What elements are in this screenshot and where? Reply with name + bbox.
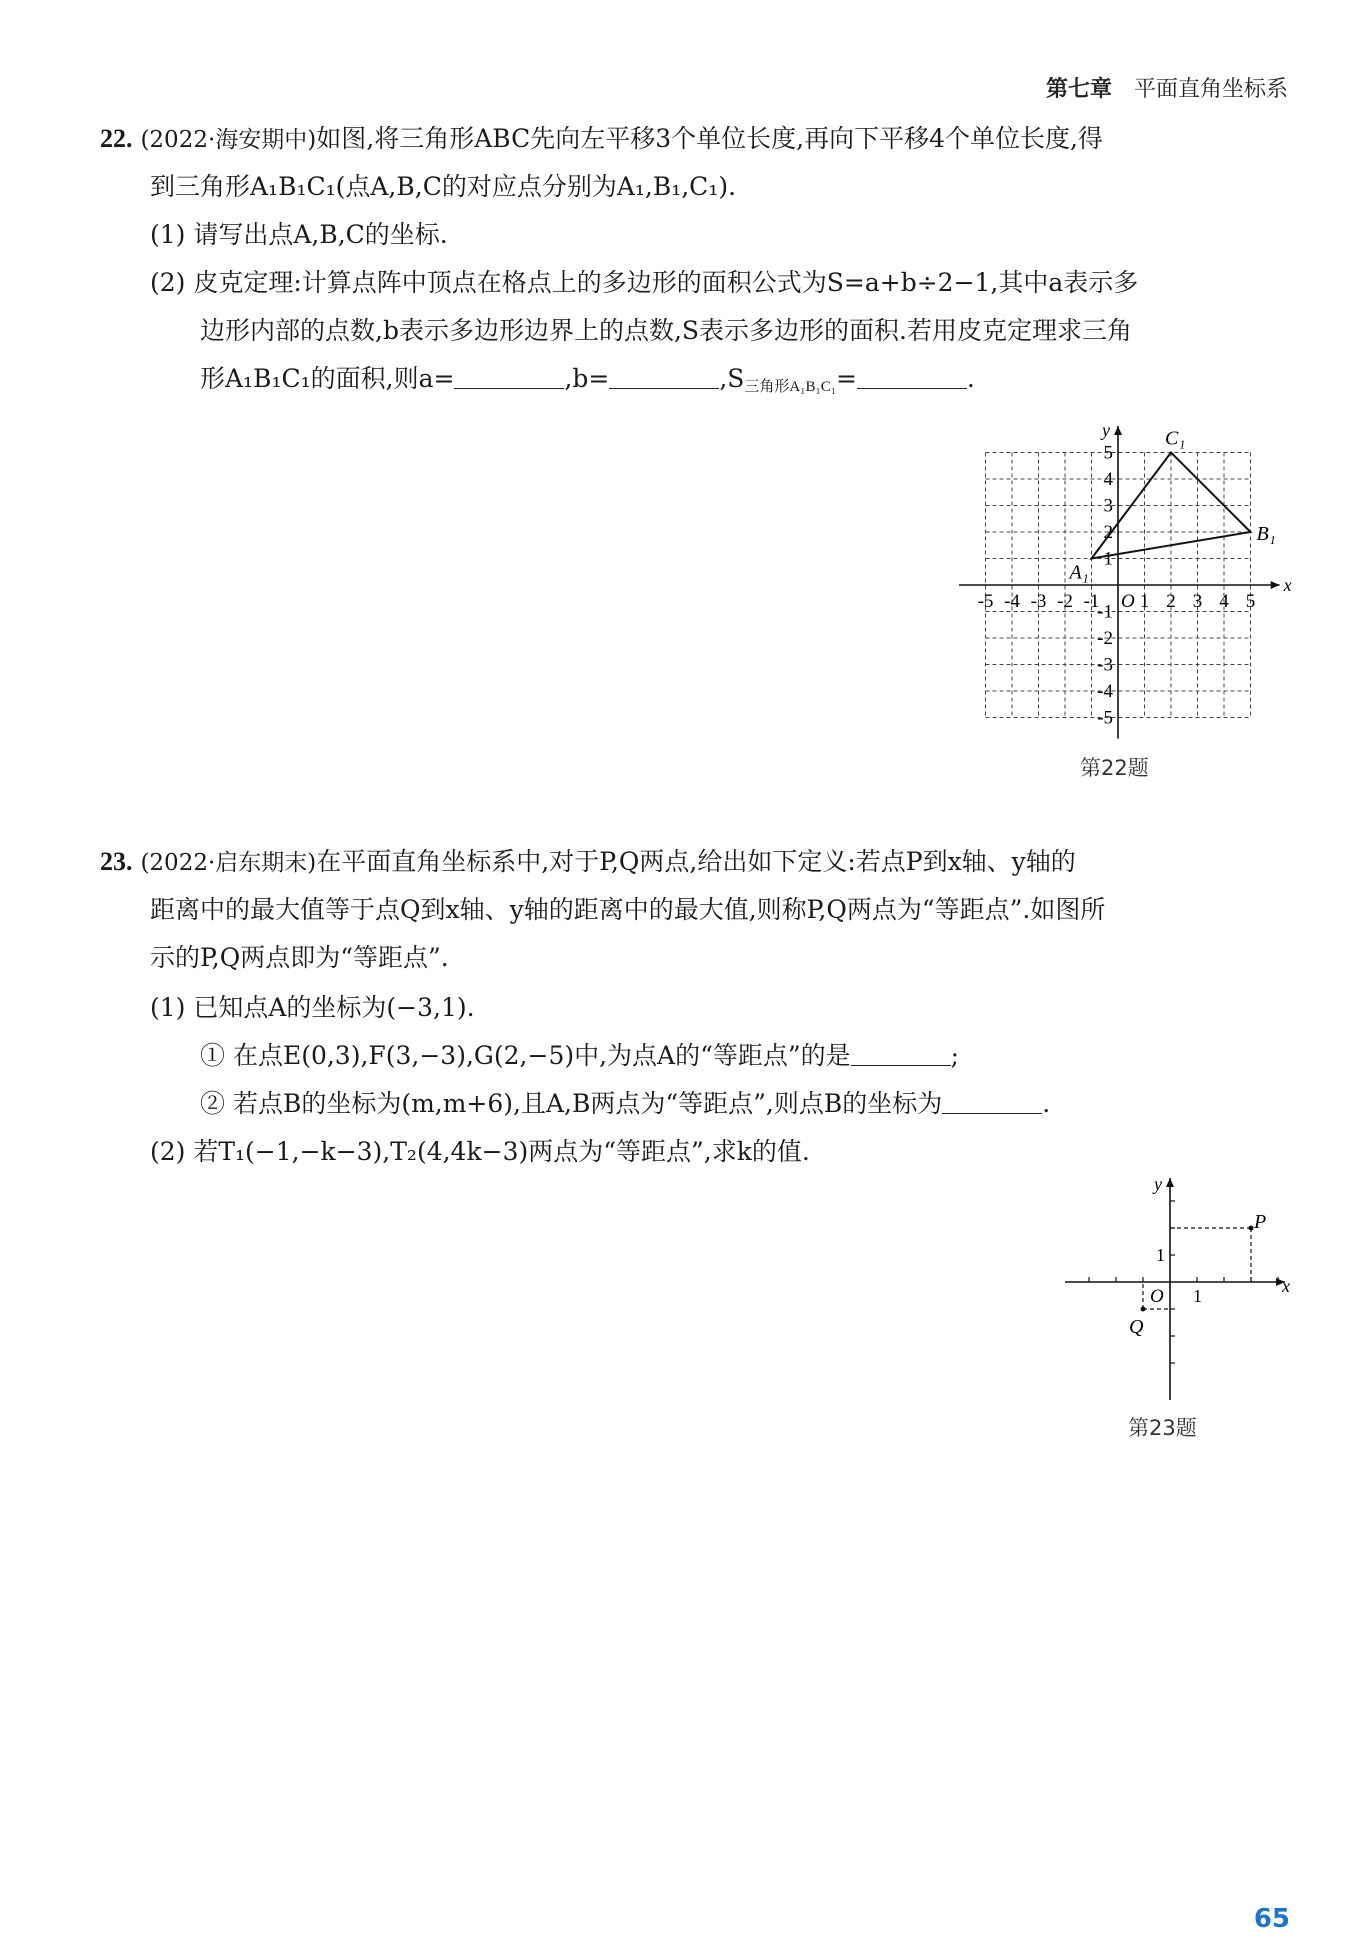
answer-blank-equidistant[interactable] bbox=[851, 1039, 951, 1066]
q23-stem-1: 在平面直角坐标系中,对于P,Q两点,给出如下定义:若点P到x轴、y轴的 bbox=[316, 847, 1076, 876]
answer-blank-point-b[interactable] bbox=[942, 1087, 1042, 1114]
y-tick-label: -2 bbox=[1097, 628, 1113, 649]
vertex-label: A₁ bbox=[1069, 561, 1089, 584]
x-axis-label: x bbox=[1283, 575, 1292, 595]
point-marks bbox=[1129, 1174, 1290, 1338]
q22-part1: (1) 请写出点A,B,C的坐标. bbox=[150, 220, 448, 249]
q23-sub1 bbox=[200, 1032, 959, 1079]
q22-b-text: ,b= bbox=[564, 364, 610, 393]
chapter-title: 平面直角坐标系 bbox=[1133, 77, 1288, 102]
origin-label: O bbox=[1150, 1286, 1164, 1307]
y-tick-label: 4 bbox=[1103, 469, 1113, 490]
y-tick-label: 1 bbox=[1103, 548, 1113, 570]
answer-blank-b[interactable] bbox=[609, 362, 719, 389]
running-header bbox=[1046, 72, 1288, 103]
answer-blank-s[interactable] bbox=[857, 362, 967, 389]
q22-s-subscript: 三角形A₁B₁C₁ bbox=[744, 379, 836, 395]
y-axis-arrow bbox=[1166, 1178, 1174, 1187]
q22-a-text: 形A₁B₁C₁的面积,则a= bbox=[200, 364, 455, 393]
x-axis-arrow bbox=[1271, 581, 1280, 589]
q23-sub1-text: ① 在点E(0,3),F(3,−3),G(2,−5)中,为点A的“等距点”的是 bbox=[200, 1041, 851, 1070]
q23-number: 23. bbox=[100, 847, 133, 876]
q22-period: . bbox=[966, 364, 975, 393]
q22-line1 bbox=[100, 115, 1103, 164]
y-axis-arrow bbox=[1114, 426, 1122, 435]
x-tick-label: 4 bbox=[1219, 591, 1229, 612]
q22-eq-text: = bbox=[835, 364, 857, 393]
q22-s-text: ,S bbox=[719, 364, 745, 393]
q22-number: 22. bbox=[100, 124, 133, 153]
y-tick-label: -5 bbox=[1097, 707, 1113, 729]
y-tick-label: 1 bbox=[1156, 1245, 1165, 1265]
y-tick-label: -4 bbox=[1097, 681, 1113, 702]
x-tick-label: -1 bbox=[1083, 591, 1100, 612]
tick-labels bbox=[978, 420, 1292, 729]
y-axis-label: y bbox=[1102, 420, 1110, 440]
axes bbox=[959, 426, 1280, 739]
x-tick-label: -4 bbox=[1004, 591, 1020, 612]
q23-part1: (1) 已知点A的坐标为(−3,1). bbox=[150, 993, 475, 1022]
figure-22-coordinate-grid bbox=[950, 405, 1300, 750]
q23-part2: (2) 若T₁(−1,−k−3),T₂(4,4k−3)两点为“等距点”,求k的值. bbox=[150, 1137, 810, 1166]
x-tick-label: -3 bbox=[1030, 591, 1047, 612]
figure-22-caption: 第22题 bbox=[1080, 756, 1149, 780]
origin-label: O bbox=[1121, 591, 1135, 612]
q23-sub2 bbox=[200, 1080, 1050, 1127]
x-tick-label: 1 bbox=[1139, 591, 1150, 612]
x-tick-label: 3 bbox=[1192, 591, 1203, 612]
q23-line1 bbox=[100, 838, 1076, 887]
point-dot bbox=[1249, 1226, 1254, 1231]
y-tick-label: -1 bbox=[1097, 601, 1113, 623]
q23-sub1-end: ; bbox=[950, 1041, 960, 1070]
figure-23-caption: 第23题 bbox=[1128, 1416, 1197, 1440]
y-tick-label: 2 bbox=[1103, 522, 1113, 543]
x-tick-label: 1 bbox=[1193, 1286, 1202, 1306]
chapter-label: 第七章 bbox=[1045, 77, 1112, 102]
vertex-label: B₁ bbox=[1256, 523, 1276, 545]
y-tick-label: 3 bbox=[1103, 495, 1113, 517]
y-tick-label: -3 bbox=[1097, 654, 1113, 676]
q22-stem-1: 如图,将三角形ABC先向左平移3个单位长度,再向下平移4个单位长度,得 bbox=[316, 124, 1103, 153]
q23-source: (2022·启东期末) bbox=[140, 850, 317, 876]
x-tick-label: 5 bbox=[1245, 591, 1256, 612]
vertex-label: C₁ bbox=[1165, 427, 1186, 450]
x-axis-label: x bbox=[1282, 1276, 1290, 1296]
q23-line3: 示的P,Q两点即为“等距点”. bbox=[150, 943, 449, 972]
axes bbox=[1065, 1178, 1285, 1400]
y-axis-label: y bbox=[1154, 1174, 1162, 1194]
y-tick-label: 5 bbox=[1103, 442, 1113, 464]
q23-line2: 距离中的最大值等于点Q到x轴、y轴的距离中的最大值,则称P,Q两点为“等距点”.如图所 bbox=[150, 895, 1106, 924]
q22-part2-line1: (2) 皮克定理:计算点阵中顶点在格点上的多边形的面积公式为S=a+b÷2−1,其中a表示多 bbox=[150, 268, 1139, 297]
point-label: Q bbox=[1129, 1316, 1144, 1338]
answer-blank-a[interactable] bbox=[454, 362, 564, 389]
q22-line2: 到三角形A₁B₁C₁(点A,B,C的对应点分别为A₁,B₁,C₁). bbox=[150, 172, 737, 201]
figure-23-coordinate-axes bbox=[1060, 1170, 1300, 1405]
page-number: 65 bbox=[1253, 1904, 1290, 1934]
q22-part2-line3 bbox=[200, 355, 975, 411]
x-tick-label: 2 bbox=[1166, 591, 1176, 612]
point-dot bbox=[1141, 1307, 1146, 1312]
q22-source: (2022·海安期中) bbox=[140, 127, 317, 153]
x-tick-label: -2 bbox=[1057, 591, 1073, 612]
point-label: P bbox=[1254, 1211, 1267, 1233]
q22-part2-line2: 边形内部的点数,b表示多边形边界上的点数,S表示多边形的面积.若用皮克定理求三角 bbox=[200, 316, 1132, 345]
q23-sub2-end: . bbox=[1042, 1089, 1051, 1118]
q23-sub2-text: ② 若点B的坐标为(m,m+6),且A,B两点为“等距点”,则点B的坐标为 bbox=[200, 1089, 943, 1118]
x-tick-label: -5 bbox=[977, 591, 994, 612]
